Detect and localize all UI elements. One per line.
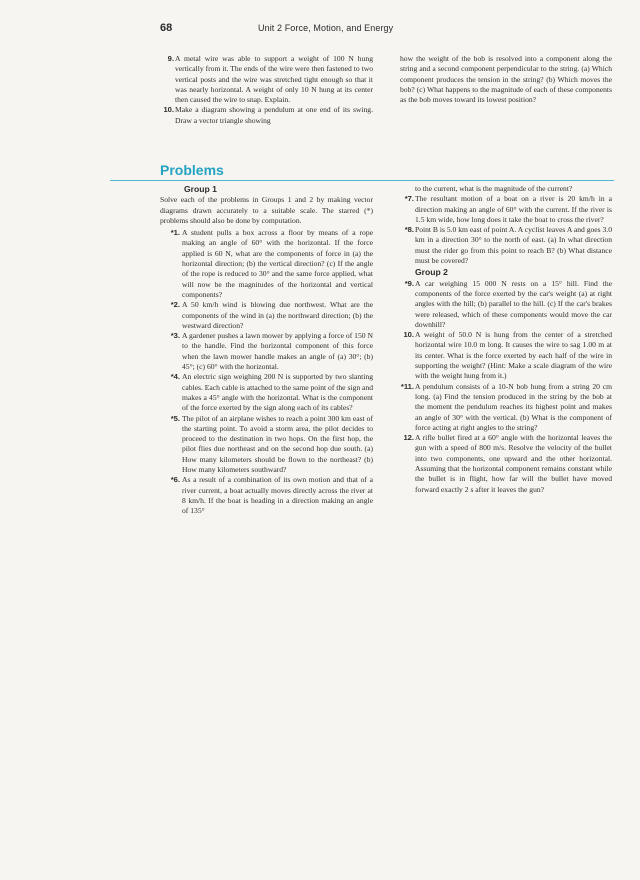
problem-number: *9. <box>404 278 414 288</box>
problem-item <box>160 414 373 476</box>
question-item <box>160 105 373 126</box>
problem-number: *6. <box>170 475 180 485</box>
problem-text: A rifle bullet fired at a 60° angle with the horizontal leaves the gun with a speed of 800 m/s. Resolve the velocity of the bullet into two components, one upward and the other horizontal. Assuming that the horizontal component remains constant while the bullet is in flight, how far will the bullet have moved forward exactly 2 s after it leaves the gun? <box>415 433 612 494</box>
problem-text: Point B is 5.0 km east of point A. A cyclist leaves A and goes 3.0 km in a direction 30° to the north of east. (a) In what direction must the rider go from this point to reach B? (b) What distance must be covered? <box>415 225 613 266</box>
problem-item <box>160 331 373 372</box>
group-1-heading: Group 1 <box>184 184 217 194</box>
problem-text: A 50 km/h wind is blowing due northwest. What are the components of the wind in (a) the northward direction; (b) the westward direction? <box>182 300 373 330</box>
problem-text: The resultant motion of a boat on a river is 20 km/h in a direction making an angle of 60° with the current. If the river is 1.5 km wide, how long does it take the boat to cross the river? <box>415 194 612 224</box>
group-1-intro: Solve each of the problems in Groups 1 and 2 by making vector diagrams drawn accurately to a suitable scale. The starred (*) problems should also be done by computation. <box>160 195 373 225</box>
page-header <box>160 22 490 36</box>
problem-text: An electric sign weighing 200 N is supported by two slanting cables. Each cable is attached to the same point of the sign and makes a 45° angle with the horizontal. What is the component of the force exerted by the sign along each of its cables? <box>182 372 373 413</box>
problem-item <box>160 372 373 413</box>
questions-left-column <box>160 54 373 126</box>
question-continuation: how the weight of the bob is resolved into a component along the string and a second component perpendicular to the string. (a) Which component produces the tension in the string? (b) Which moves the bob? (c) What happens to the magnitude of each of these components as the bob moves toward its lowest position? <box>400 54 612 105</box>
problems-right-column <box>388 184 612 495</box>
problem-text: A gardener pushes a lawn mower by applying a force of 150 N to the handle. Find the horizontal component of this force when the lawn mower handle makes an angle of (a) 30°; (b) 45°; (c) 60° with the horizontal. <box>182 331 373 372</box>
problem-text: A weight of 50.0 N is hung from the center of a stretched horizontal wire 10.0 m long. It causes the wire to sag 1.00 m at its center. What is the force exerted by each half of the wire in supporting the weight? (Hint: Make a scale diagram of the wire with the weight hung from it.) <box>415 330 612 381</box>
problem-text: A car weighing 15 000 N rests on a 15° hill. Find the components of the force exerted by the car's weight (a) at right angles with the hill; (b) parallel to the hill. (c) If the car's brakes were released, which of these components would move the car downhill? <box>415 278 612 329</box>
unit-title: Unit 2 Force, Motion, and Energy <box>258 23 394 33</box>
problem-number: 10. <box>403 330 414 340</box>
page-number: 68 <box>160 22 173 34</box>
problem-item <box>160 228 373 300</box>
problem-item <box>388 194 612 225</box>
question-number: 9. <box>167 54 174 63</box>
problem-number: *11. <box>400 381 414 391</box>
problem-item <box>160 475 373 516</box>
question-item <box>160 54 373 105</box>
group-2-heading: Group 2 <box>415 267 448 278</box>
problem-number: *5. <box>170 413 180 423</box>
problems-heading: Problems <box>160 162 224 178</box>
problem-item <box>388 433 612 495</box>
problems-left-column <box>160 184 373 517</box>
problem-number: *1. <box>170 228 180 238</box>
problem-number: *2. <box>170 300 180 310</box>
problem-text: A pendulum consists of a 10-N bob hung from a string 20 cm long. (a) Find the tension produced in the string by the bob at the moment the pendulum reaches its highest point and makes an angle of 30° with the vertical. (b) What is the component of force acting at right angles to the string? <box>415 381 612 432</box>
problem-item <box>160 300 373 331</box>
problem-text: A student pulls a box across a floor by means of a rope making an angle of 60° with the horizontal. If the force applied is 60 N, what are the components of force in (a) the horizontal direction; (b) the vertical direction? (c) If the angle of the rope is reduced to 30° and the same force applied, what will now be the magnitudes of the horizontal and vertical components? <box>182 228 373 299</box>
section-divider <box>110 180 614 181</box>
problem-continuation: to the current, what is the magnitude of the current? <box>415 184 573 193</box>
questions-right-column <box>400 54 612 105</box>
question-text: Make a diagram showing a pendulum at one end of its swing. Draw a vector triangle showing <box>175 105 373 125</box>
problem-number: *7. <box>404 194 414 204</box>
problem-number: *3. <box>170 331 180 341</box>
problem-number: *4. <box>170 372 180 382</box>
question-text: A metal wire was able to support a weight of 100 N hung vertically from it. The ends of the wire were then fastened to two vertical posts and the wire was stretched tight enough so that it was nearly horizontal. A weight of only 10 N hung at its center then caused the wire to snap. Explain. <box>175 54 373 105</box>
question-number: 10. <box>163 105 174 115</box>
problem-number: *8. <box>404 225 414 235</box>
problem-text: As a result of a combination of its own motion and that of a river current, a boat actually moves directly across the river at 8 km/h. If the boat is heading in a direction making an angle of 135° <box>182 475 373 516</box>
problem-item <box>388 225 612 266</box>
problem-item <box>388 382 612 433</box>
problem-item <box>388 330 612 381</box>
problem-number: 12. <box>403 433 414 443</box>
problem-item <box>388 279 612 330</box>
problem-text: The pilot of an airplane wishes to reach a point 300 km east of the starting point. To avoid a storm area, the pilot decides to proceed to the destination in two hops. On the first hop, the pilot flies due northeast and on the second hop due south. (a) How many kilometers should be flown to the northeast? (b) How many kilometers southward? <box>182 413 373 475</box>
